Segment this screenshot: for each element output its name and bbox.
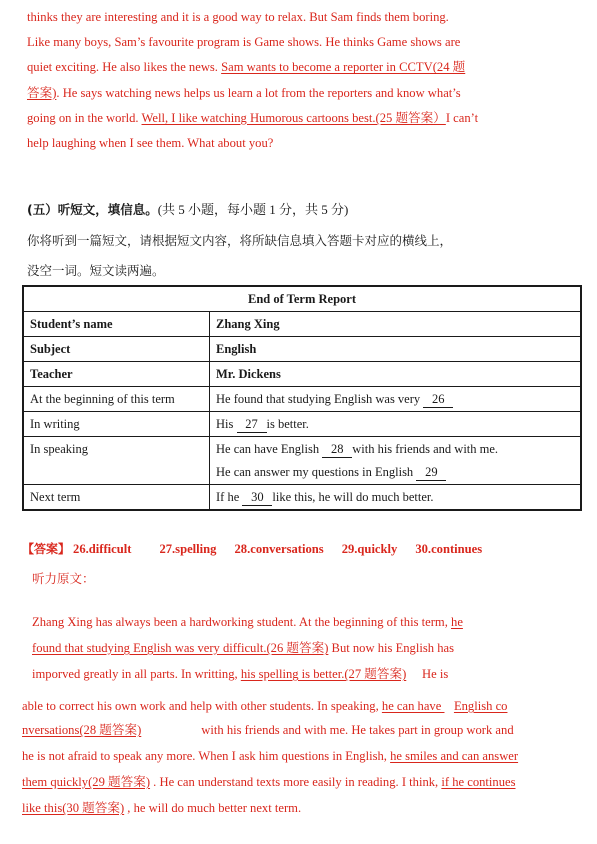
row-label-speaking: In speaking — [23, 437, 210, 485]
transcript-line-2 — [32, 636, 592, 662]
answer-25-underline: Well, I like watching Humorous cartoons best.(25 题答案） — [141, 110, 446, 125]
answer-30: 30.continues — [415, 542, 483, 556]
next-term-text: If he — [216, 490, 240, 504]
transcript-line-4 — [22, 694, 582, 720]
section-heading-scoring: (共 5 小题，每小题 1 分，共 5 分) — [157, 202, 349, 217]
table-row — [23, 312, 581, 337]
transcript-text: imporved greatly in all parts. In writting, — [32, 667, 241, 681]
table-row — [23, 437, 581, 485]
row-label-student-name: Student’s name — [30, 317, 113, 331]
intro-line-6: help laughing when I see them. What about you? — [27, 136, 274, 151]
answer-26: 26.difficult — [73, 542, 132, 556]
speaking-text-2: He can answer my questions in English — [216, 465, 414, 479]
intro-line-2: Like many boys, Sam’s favourite program is Game shows. He thinks Game shows are — [27, 35, 461, 50]
transcript-text: able to correct his own work and help with other students. In speaking, — [22, 699, 382, 713]
answer-24-underline-cont: 答案) — [27, 85, 57, 100]
answer-29-underline: he smiles and can answer — [390, 749, 519, 763]
transcript-line-8 — [22, 796, 582, 822]
transcript-text: But now his English has — [328, 641, 454, 655]
answer-28-underline: he can have — [381, 699, 445, 713]
table-row — [23, 337, 581, 362]
table-title: End of Term Report — [23, 286, 581, 312]
row-value-beginning — [210, 387, 582, 412]
row-value-teacher: Mr. Dickens — [216, 367, 281, 381]
answer-28-underline-cont: nversations(28 题答案) — [22, 723, 142, 737]
answer-key — [22, 540, 500, 557]
answer-26-underline: he — [451, 615, 463, 629]
intro-line-1: thinks they are interesting and it is a good way to relax. But Sam finds them boring. — [27, 10, 449, 24]
section-heading — [27, 197, 577, 223]
transcript-text: with his friends and with me. He takes part in group work and — [201, 723, 514, 737]
answer-24-underline: Sam wants to become a reporter in CCTV(24 题 — [221, 60, 466, 75]
transcript-text: , he will do much better next term. — [124, 801, 302, 815]
transcript-text: He is — [406, 667, 449, 681]
table-title-row — [23, 286, 581, 312]
answer-30-underline-cont: like this(30 题答案) — [22, 801, 125, 815]
row-value-subject: English — [216, 342, 257, 356]
intro-line-5-tail: I can’t — [445, 110, 479, 125]
beginning-text: He found that studying English was very — [216, 392, 421, 406]
answer-27: 27.spelling — [159, 542, 217, 556]
section-heading-bold: (五）听短文，填信息。 — [27, 202, 158, 217]
answer-29-underline-cont: them quickly(29 题答案) — [22, 775, 151, 789]
transcript-line-3 — [32, 662, 592, 688]
speaking-text-1-tail: with his friends and with me. — [352, 442, 499, 456]
answer-tag: 【答案】 — [22, 542, 71, 556]
answer-27-underline: his spelling is better.(27 题答案) — [240, 667, 407, 681]
transcript-label: 听力原文： — [32, 571, 95, 586]
row-value-student-name: Zhang Xing — [216, 317, 280, 331]
table-row — [23, 387, 581, 412]
transcript-line-6 — [22, 744, 582, 770]
blank-26: 26 — [423, 392, 453, 408]
row-label-teacher: Teacher — [30, 367, 73, 381]
blank-28: 28 — [322, 442, 352, 458]
transcript-line-5 — [22, 718, 582, 744]
row-value-next-term — [210, 485, 582, 511]
row-label-subject: Subject — [30, 342, 71, 356]
transcript-line-7 — [22, 770, 582, 796]
answer-26-underline-cont: found that studying English was very difficult.(26 题答案) — [32, 641, 329, 655]
row-label-beginning: At the beginning of this term — [23, 387, 210, 412]
intro-line-5-text: going on in the world. — [27, 110, 142, 125]
intro-line-4-text: . He says watching news helps us learn a lot from the reporters and know what’s — [56, 85, 461, 100]
blank-29: 29 — [416, 465, 446, 481]
table-row — [23, 485, 581, 511]
intro-line-3-text: quiet exciting. He also likes the news. — [27, 60, 222, 75]
row-value-writing — [210, 412, 582, 437]
transcript-text: he is not afraid to speak any more. When I ask him questions in English, — [22, 749, 391, 763]
answer-30-underline: if he continues — [441, 775, 516, 789]
report-table — [22, 285, 582, 511]
transcript-line-1 — [32, 610, 592, 636]
blank-27: 27 — [237, 417, 267, 433]
section-instruction-2: 没空一词。短文读两遍。 — [27, 263, 165, 278]
blank-30: 30 — [242, 490, 272, 506]
answer-28-underline-b: English co — [453, 699, 508, 713]
row-label-writing: In writing — [23, 412, 210, 437]
next-term-text-tail: like this, he will do much better. — [272, 490, 434, 504]
row-value-speaking — [210, 437, 582, 485]
writing-text-tail: is better. — [266, 417, 309, 431]
speaking-text-1: He can have English — [216, 442, 320, 456]
writing-text: His — [216, 417, 234, 431]
transcript-text: Zhang Xing has always been a hardworking student. At the beginning of this term, — [32, 615, 452, 629]
row-label-next-term: Next term — [23, 485, 210, 511]
intro-paragraph — [27, 5, 572, 156]
table-row — [23, 362, 581, 387]
answer-28: 28.conversations — [234, 542, 324, 556]
answer-29: 29.quickly — [341, 542, 398, 556]
transcript-text: . He can understand texts more easily in reading. I think, — [150, 775, 442, 789]
table-row — [23, 412, 581, 437]
section-instruction-1: 你将听到一篇短文，请根据短文内容，将所缺信息填入答题卡对应的横线上， — [27, 233, 453, 248]
